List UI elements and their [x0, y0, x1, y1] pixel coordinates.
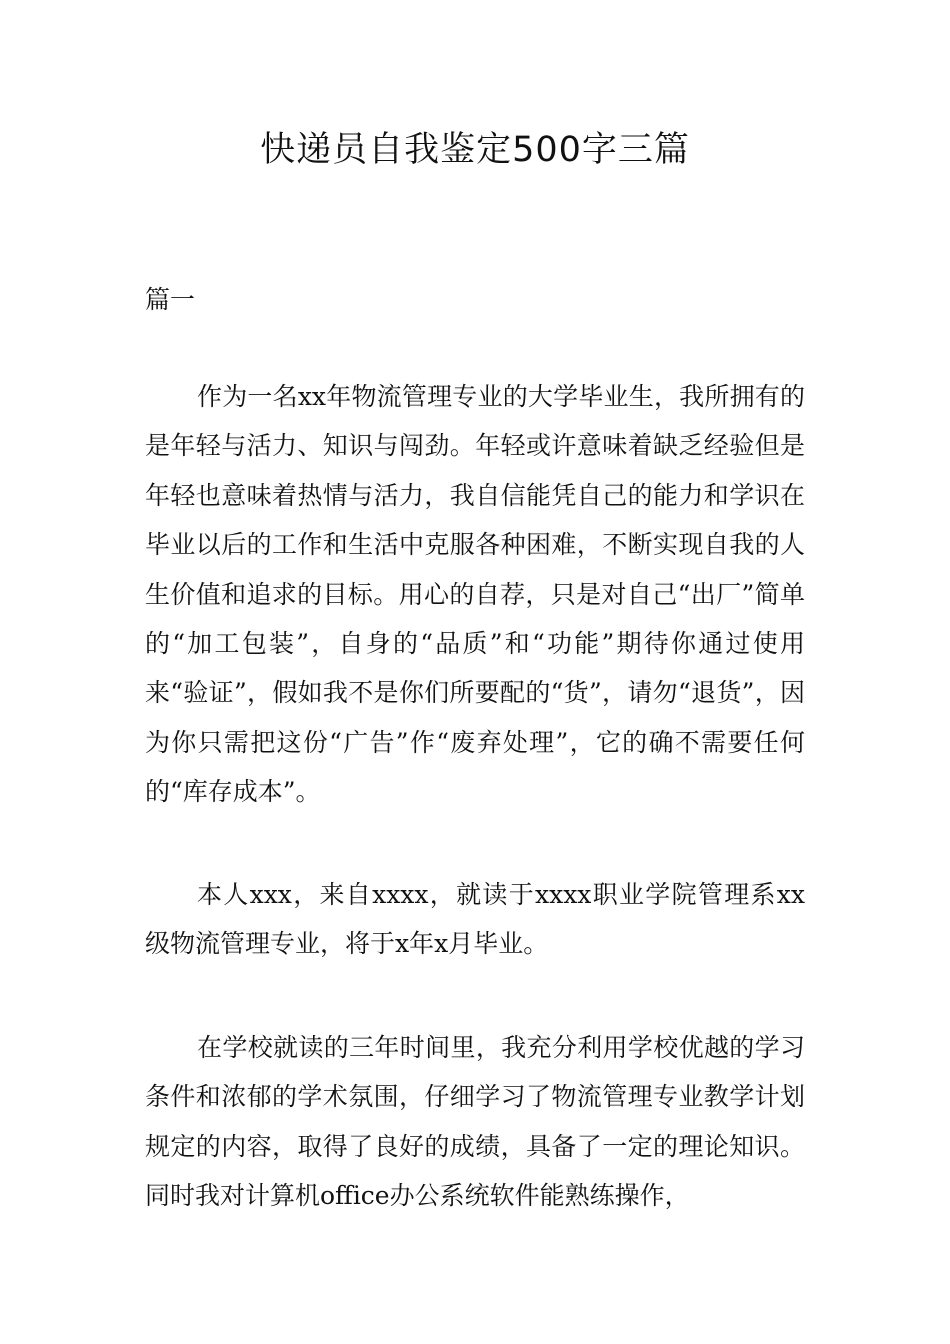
paragraph-3: 在学校就读的三年时间里，我充分利用学校优越的学习条件和浓郁的学术氛围，仔细学习了物流管理专业教学计划规定的内容，取得了良好的成绩，具备了一定的理论知识。同时我对计算机office办公系统软件能熟练操作， [145, 1033, 805, 1211]
paragraph-1: 作为一名xx年物流管理专业的大学毕业生，我所拥有的是年轻与活力、知识与闯劲。年轻或许意味着缺乏经验但是年轻也意味着热情与活力，我自信能凭自己的能力和学识在毕业以后的工作和生活中克服各种困难，不断实现自我的人生价值和追求的目标。用心的自荐，只是对自己“出厂”简单的“加工包装”，自身的“品质”和“功能”期待你通过使用来“验证”，假如我不是你们所要配的“货”，请勿“退货”，因为你只需把这份“广告”作“废弃处理”，它的确不需要任何的“库存成本”。 [145, 382, 805, 807]
document-title: 快递员自我鉴定500字三篇 [260, 130, 690, 170]
paragraph-2: 本人xxx，来自xxxx，就读于xxxx职业学院管理系xx级物流管理专业，将于x年x月毕业。 [145, 880, 805, 959]
section-label: 篇一 [145, 285, 196, 314]
